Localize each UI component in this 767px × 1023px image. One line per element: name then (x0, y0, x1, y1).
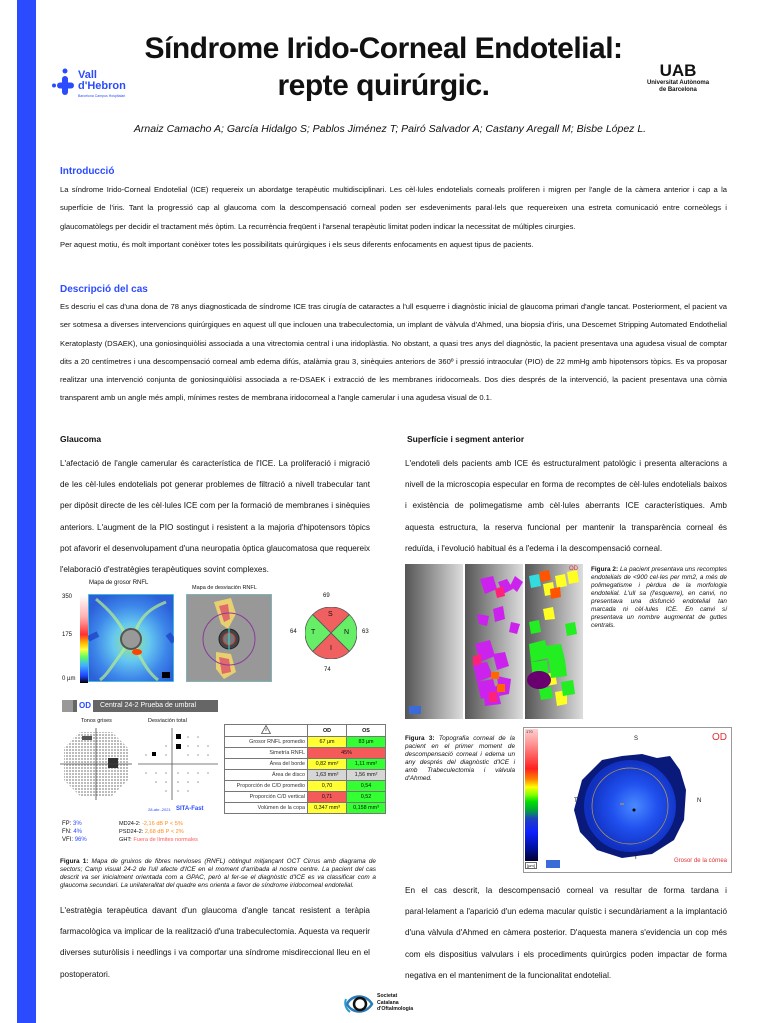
vf-grey-label: Tonos grises (81, 718, 112, 724)
cell-os: 0,52 (347, 792, 386, 803)
map-eye-label: OD (712, 732, 727, 743)
eye-logo-icon (344, 991, 374, 1017)
vf-date: 28-abr.-2021 (148, 807, 171, 812)
vf-deviation-label: Desviación total (148, 718, 187, 724)
figure2-caption (591, 566, 727, 630)
vfi-value: 96% (74, 837, 87, 843)
cell-merged: 45% (308, 748, 386, 759)
device-logo (546, 860, 560, 868)
glaucoma-text-2: L'estratègia terapèutica davant d'un glaucoma d'angle tancat resistent a teràpia farmacològica va implicar de la realització d'una trabeculectomia. Aquesta va requerir diverses suturòlisis i needlings i va comportar una síndrome misdireccional lleu en el postoperatori. (60, 906, 370, 979)
sco-line1: Societat (377, 993, 398, 999)
table-row (225, 781, 386, 792)
row-label: Proporción C/D vertical (225, 792, 308, 803)
sector-value-t: 64 (290, 629, 297, 635)
glaucoma-text: L'afectació de l'angle camerular és característica de l'ICE. La proliferació i migració de les cèl·lules endotelials pot generar problemes de filtració a nivell trabecular tant per dipòsit directe de les cèl·lules ICE com per la formació de membranes i sinèquies anteriors. L'augment de la PIO sostingut i resistent a la majoria d'hipotensors tòpics pot afavorir el desenvolupament d'una neuropatia òptica glaucomatosa que requereix l'elaboració d'estratègies terapèutiques sovint complexes. (60, 459, 370, 575)
vf-eye: OD (79, 701, 91, 710)
case-heading: Descripció del cas (60, 284, 148, 295)
vfi-label: VFI: (62, 837, 74, 843)
poster-title (120, 30, 647, 104)
specular-microscopy-image (405, 564, 583, 719)
cell-os: 0,158 mm³ (347, 803, 386, 814)
vall-hebron-cross-icon (52, 68, 74, 98)
sco-logo (344, 991, 434, 1017)
map-label-t: T (574, 798, 578, 804)
legend-top-value: 170 (526, 729, 533, 734)
cell-os: 0,54 (347, 781, 386, 792)
cell-os: 83 µm (347, 737, 386, 748)
sector-label-n: N (344, 629, 350, 636)
scale-label-min: 0 µm (62, 676, 76, 682)
table-row (225, 803, 386, 814)
map-label-s: S (634, 736, 639, 742)
cell-od: 0,70 (308, 781, 347, 792)
title-line1: Síndrome Irido-Corneal Endotelial: (144, 32, 623, 65)
cell-od: 67 µm (308, 737, 347, 748)
warning-icon (225, 725, 308, 737)
case-text: Es descriu el cas d'una dona de 78 anys diagnosticada de síndrome ICE tras cirugía de cataractes a l'ull esquerre i diagnòstic inicial de glaucoma primari d'angle tancat. Posteriorment, el pacient va ser sotmesa a diverses intervencions quirúrgiques en aquest ull que inclouen una trabeculectomia, un implant de vàlvula d'Ahmed, una biopsia d'iris, una Descemet Stripping Automated Endothelial Keratoplasty (DSAEK), una goniosinquiòlisi associada a una vitrectomia central i una iridoplàstia. No obstant, a quasi tres anys del diagnòstic, la pacient presentava una agudesa visual de comptar dits a 20 centímetres i una descompensació corneal amb edema difús, atalàmia grau 3, sinèquies anteriors de 360º i pressió intraocular (PIO) de 22 mmHg amb hipotensors tòpics. Es va proposar realitzar una intervenció conjunta de goniosinquiòlisi associada a re-DSAEK i extracció de les membranes iridocorneals. Dos dies després de la intervenció, la pacient presentava una còrnia transparent amb un angle més ampli, mínimes restes de membrana iridocorneal a l'angle camerular i una agudesa visual de 0.1. (60, 302, 727, 403)
md-value: -2,16 dB P < 5% (142, 821, 183, 827)
rnfl-table (224, 724, 386, 814)
psd-label: PSD24-2: (119, 829, 144, 835)
map-title: Grosor de la córnea (673, 858, 727, 864)
figure1-caption-label: Figura 1: (60, 858, 89, 865)
ght-value: Fuera de límites normales (133, 837, 198, 843)
figure2-eye-label: OD (569, 566, 578, 572)
glaucoma-heading: Glaucoma (60, 434, 102, 444)
figure1-caption (60, 858, 376, 890)
row-label: Simetría RNFL (225, 748, 308, 759)
intro-paragraph-2: Per aquest motiu, és molt important conèixer totes les possibilitats quirúrgiques i els seus diferents enfocaments en aquest tipus de pacients. (60, 239, 534, 249)
figure3-caption (405, 735, 515, 783)
intro-heading: Introducció (60, 166, 115, 177)
figure1-caption-text: Mapa de gruixos de fibres nervioses (RNFL) obtingut mitjançant OCT Cirrus amb diagrama de sectors; Camp visual 24-2 de l'ull afecte d'ICE en el moment d'arribada al nostre centre. La pacient del cas descrit va ser inicialment orientada com a GPAC, però al fer-se el diagnòstic d'ICE es va classificar com a glaucoma secundari. La unilateralitat del quadre ens orienta a favor de síndrome iridocorneal endotelial. (60, 858, 376, 889)
row-label: Grosor RNFL promedio (225, 737, 308, 748)
psd-value: 2,68 dB P < 2% (144, 829, 184, 835)
topography-map (562, 750, 692, 860)
cell-os: 1,56 mm² (347, 770, 386, 781)
anterior-text-2: En el cas descrit, la descompensació corneal va resultar de forma tardana i paral·lelament a l'aparició d'un edema macular quístic i secundàriament a la implantació d'una vàlvula d'Ahmed en càmera posterior. D'aquesta manera s'evidencia un cop més com els dispositius valvulars i els procediments quirúrgics poden impactar de forma negativa en el manteniment de la funcionalitat endotelial. (405, 886, 727, 980)
cell-od: 0,82 mm² (308, 759, 347, 770)
table-row (225, 748, 386, 759)
sco-line3: d'Oftalmologia (377, 1006, 414, 1012)
sector-label-i: I (330, 645, 332, 652)
md-label: MD24-2: (119, 821, 141, 827)
legend-unit: [µm] (527, 863, 535, 868)
sector-label-s: S (328, 611, 333, 618)
row-label: Volúmen de la copa (225, 803, 308, 814)
title-line2: repte quirúrgic. (277, 69, 490, 102)
scale-label-mid: 175 (62, 632, 73, 638)
logo-left-line1: Vall (78, 69, 97, 81)
fp-label: FP: (62, 821, 72, 827)
row-label: Área del borde (225, 759, 308, 770)
anterior-heading: Superfície i segment anterior (407, 434, 525, 444)
authors: Arnaiz Camacho A; García Hidalgo S; Pablos Jiménez T; Pairó Salvador A; Castany Aregall M; Bisbe López L. (133, 123, 647, 135)
thickness-legend-bar (525, 729, 538, 861)
row-label: Proporción de C/D promedio (225, 781, 308, 792)
accent-sidebar (17, 0, 36, 1023)
vf-test-name: Central 24-2 Prueba de umbral (100, 702, 197, 709)
cell-os: 1,11 mm² (347, 759, 386, 770)
thickness-colorbar (80, 595, 88, 683)
col-os: OS (347, 725, 386, 737)
vf-swatch (62, 700, 73, 712)
table-row (225, 759, 386, 770)
corneal-thickness-map (523, 727, 732, 873)
rnfl-deviation-map (186, 594, 272, 682)
cell-od: 1,63 mm² (308, 770, 347, 781)
intro-paragraph-1: La síndrome Irido-Corneal Endotelial (ICE) requereix un abordatge terapèutic multidisciplinari. Les cèl·lules endotelials corneals proliferen i migren per l'angle de la càmera anterior i cap a la superfície de l'iris. Tant la progressió cap al glaucoma com la descompensació corneal poden ser esdeveniments paral·lels que requereixen una estreta comunicació entre corneòlegs i glaucomatòlegs per decidir el tractament més òptim. La recurrència freqüent i l'arsenal terapèutic limitat poden indicar la necessitat de múltiples cirurgies. (60, 185, 727, 231)
sector-value-n: 63 (362, 629, 369, 635)
logo-left-line2: d'Hebron (78, 80, 126, 92)
figure3-caption-text: Topografia corneal de la pacient en el primer moment de descompensació corneal i edema un any després del diagnòstic d'ICE i amb Trabeculectomia i vàlvula d'Ahmed. (405, 735, 515, 782)
figure2-caption-text: La pacient presentava uns recomptes endotelials de <900 cel·les per mm2, a més de polimegatisme i pèrdua de la morfologia endotelial. L'ull sa (l'esquerre), en canvi, no presentava una disfunció endotelial tan marcada ni cèl·lules ICE. En canvi sí presentava un nombre augmentat de guttes centrals. (591, 566, 727, 629)
scale-label-max: 350 (62, 594, 73, 600)
fp-value: 3% (73, 821, 82, 827)
map-label-i: I (635, 855, 637, 861)
logo-left-sub: Barcelona Campus Hospitalari (78, 94, 126, 98)
uab-logo-big: UAB (659, 61, 697, 80)
sector-value-s: 69 (323, 593, 330, 599)
deviation-map-label: Mapa de desviación RNFL (192, 585, 257, 591)
sco-line2: Catalana (377, 999, 399, 1006)
table-row (225, 770, 386, 781)
thickness-map-label: Mapa de grosor RNFL (89, 580, 149, 586)
cell-od: 0,71 (308, 792, 347, 803)
anterior-text: L'endoteli dels pacients amb ICE és estructuralment patològic i presenta alteracions a nivell de la microscopia especular en forma de recomptes de cèl·lules endotelials baixos i existència de polimegatisme amb cèl·lules aberrants ICE característiques. Amb aquesta estructura, la reserva funcional per mantenir la transparència corneal és reduïda, i l'evolució habitual és a l'edema i la descompensació corneal. (405, 459, 727, 553)
uab-logo-line1: Universitat Autònoma (646, 80, 710, 86)
cell-od: 0,347 mm³ (308, 803, 347, 814)
uab-logo (638, 62, 718, 94)
figure2-caption-label: Figura 2: (591, 566, 619, 573)
map-label-n: N (697, 798, 702, 804)
uab-logo-line2: de Barcelona (659, 87, 697, 93)
sector-label-t: T (311, 629, 316, 636)
row-label: Área de disco (225, 770, 308, 781)
sector-value-i: 74 (324, 667, 331, 673)
table-row (225, 737, 386, 748)
col-od: OD (308, 725, 347, 737)
table-header-row (225, 725, 386, 737)
rnfl-thickness-map (88, 594, 174, 682)
figure3-caption-label: Figura 3: (405, 735, 435, 742)
vf-greyscale-plot (60, 728, 132, 800)
fn-label: FN: (62, 829, 72, 835)
ght-label: GHT: (119, 837, 132, 843)
table-row (225, 792, 386, 803)
vf-stats-left (62, 820, 87, 844)
fn-value: 4% (73, 829, 83, 835)
vf-strategy: SITA-Fast (176, 806, 204, 812)
intro-text (60, 181, 727, 254)
vf-deviation-plot (138, 728, 218, 800)
vf-stats-right (119, 820, 198, 844)
